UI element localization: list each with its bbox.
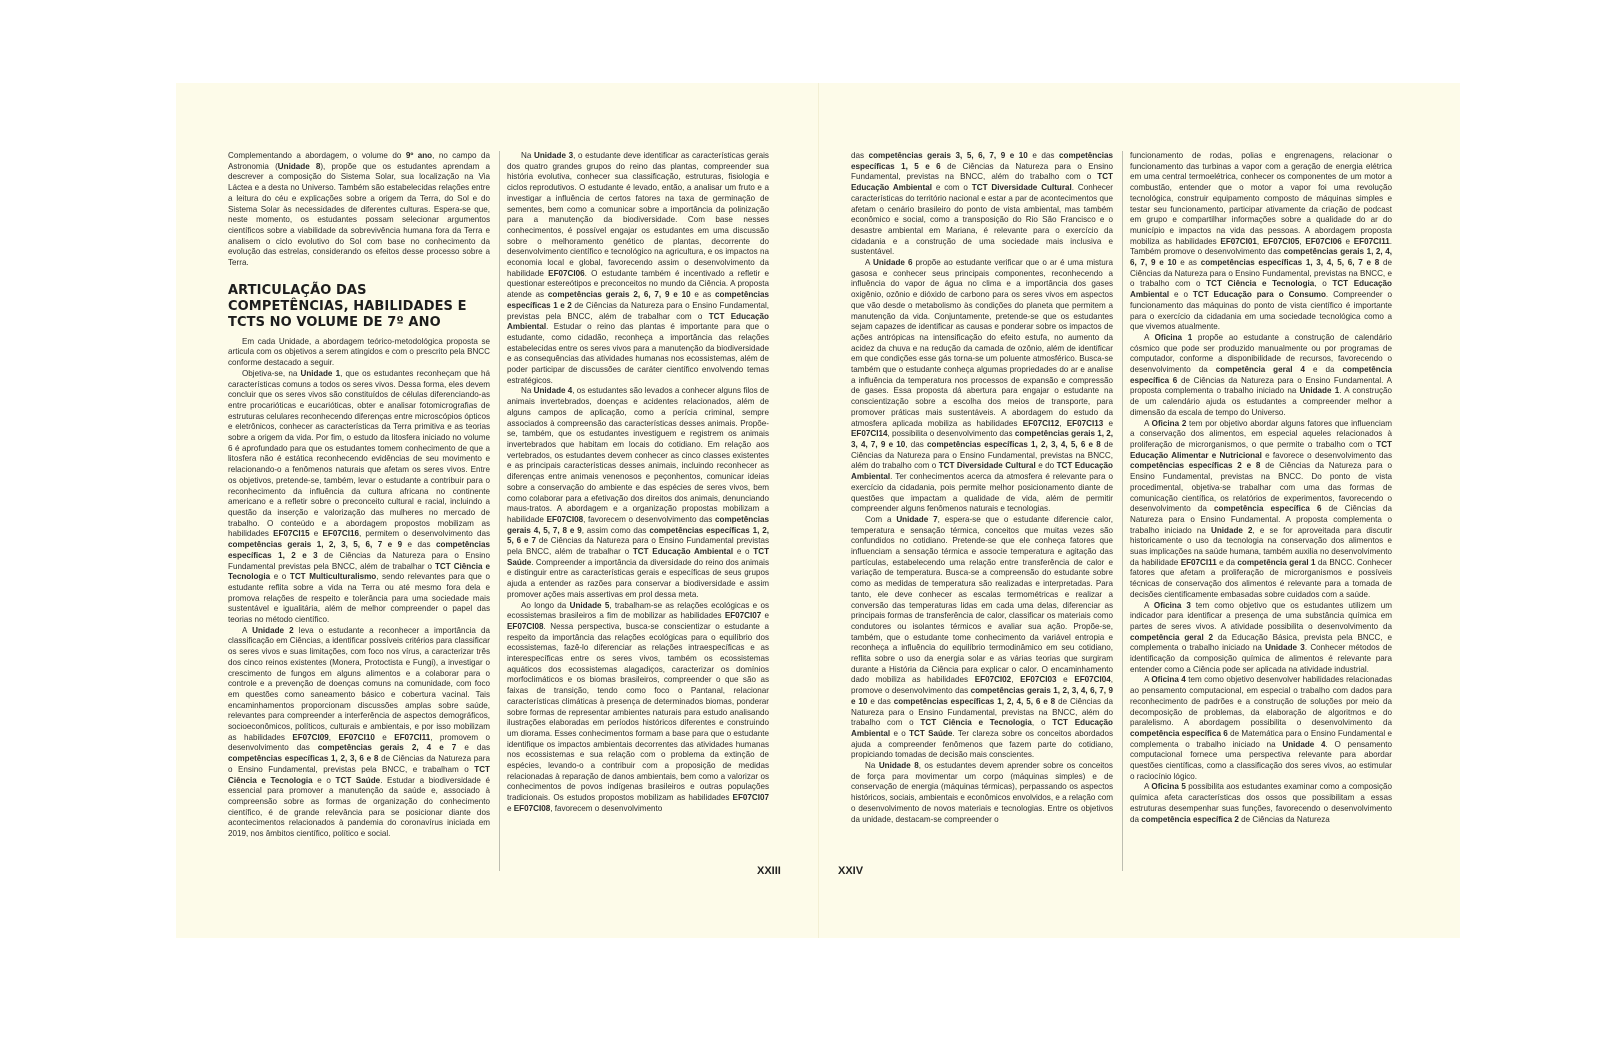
body-paragraph: funcionamento de rodas, polias e engrenagens, relacionar o funcionamento das turbinas a vapor com a geração de energia elétrica em uma central termoelétrica, conhecer os componentes de um motor a combustão, entender que o motor a vapor foi uma revolução tecnológica, construir equipamento composto de máquinas simples e testar seu funcionamento, participar ativamente da criação de podcast em grupo e compartilhar informações sobre a qualidade do ar do município e impactos na vida das pessoas. A abordagem proposta mobiliza as habilidades EF07CI01, EF07CI05, EF07CI06 e EF07CI11. Também promove o desenvolvimento das competências gerais 1, 2, 4, 6, 7, 9 e 10 e as competências específicas 1, 3, 4, 5, 6, 7 e 8 de Ciências da Natureza para o Ensino Fundamental, previstas na BNCC, e o trabalho com o TCT Ciência e Tecnologia, o TCT Educação Ambiental e o TCT Educação para o Consumo. Compreender o funcionamento das máquinas do ponto de vista científico é importante para o exercício da cidadania em uma sociedade tecnológica como a que vivemos atualmente.: [1130, 151, 1392, 332]
bold-term: EF07CI16: [322, 529, 359, 539]
bold-term: competências gerais 2, 6, 7, 9 e 10: [547, 290, 691, 300]
bold-term: TCT Educação Ambiental: [507, 311, 769, 332]
bold-term: TCT Ciência e Tecnologia: [228, 764, 490, 785]
bold-term: EF07CI02: [974, 675, 1012, 685]
text-column-3: [851, 151, 1113, 871]
bold-term: competências específicas 1, 2, 5, 6 e 7: [507, 525, 769, 546]
bold-term: TCT Diversidade Cultural: [938, 461, 1036, 471]
bold-term: Oficina 5: [1151, 782, 1186, 792]
bold-term: EF07CI07: [732, 793, 769, 803]
body-paragraph: A Oficina 5 possibilita aos estudantes examinar como a composição química afeta características dos ossos que possibilitam a essas estruturas desempenhar suas funções, favorecendo o desenvolvimento da competência específica 2 de Ciências da Natureza: [1130, 782, 1392, 824]
bold-term: Unidade 3: [1265, 643, 1305, 653]
bold-term: TCT Ciência e Tecnologia: [1206, 279, 1315, 289]
bold-term: EF07CI06: [548, 268, 585, 278]
bold-term: competências específicas 1, 3, 4, 5, 6, 7 e 8: [1200, 258, 1380, 268]
bold-term: Unidade 8: [878, 761, 919, 771]
bold-term: TCT Saúde: [335, 775, 381, 785]
bold-term: EF07CI08: [546, 514, 584, 524]
bold-term: 9º ano: [405, 151, 433, 160]
body-paragraph: Na Unidade 8, os estudantes devem aprender sobre os conceitos de força para movimentar um corpo (máquinas simples) e de conservação de energia (máquinas térmicas), perpassando os aspectos históricos, sociais, ambientais e econômicos envolvidos, e a relação com o desenvolvimento de novos materiais e tecnologias. Entre os objetivos da unidade, destacam-se compreender o: [851, 761, 1113, 824]
book-spread: [176, 83, 1460, 938]
bold-term: competência geral 4: [1215, 365, 1306, 375]
bold-term: TCT Educação Alimentar e Nutricional: [1130, 439, 1392, 460]
bold-term: EF07CI10: [338, 732, 375, 742]
bold-term: TCT Diversidade Cultural: [971, 183, 1072, 193]
bold-term: competências gerais 3, 5, 6, 7, 9 e 10: [868, 151, 1028, 160]
body-paragraph: Objetiva-se, na Unidade 1, que os estudantes reconheçam que há características comuns a todos os seres vivos. Dessa forma, eles devem concluir que os seres vivos são constituídos de células diferenciando-as entre procarióticas e eucarióticas, obter e analisar fotomicrografias de estruturas celulares reconhecendo diferenças entre microscópios ópticos e eletrônicos, conhecer as características da Terra primitiva e as teorias sobre a origem da vida. Por fim, o estudo da litosfera iniciado no volume 6 é aprofundado para que os estudantes tomem conhecimento de que a litosfera não é estática reconhecendo evidências de seu movimento e relacionando-o a fenômenos naturais que afetam os seres vivos. Entre os objetivos, pretende-se, também, levar o estudante a contribuir para o reconhecimento da influência da cultura africana no continente americano e a refletir sobre o preconceito cultural e racial, incluindo a questão da inserção e valorização das mulheres no mercado de trabalho. O conteúdo e a abordagem propostos mobilizam as habilidades EF07CI15 e EF07CI16, permitem o desenvolvimento das competências gerais 1, 2, 3, 5, 6, 7 e 9 e das competências específicas 1, 2 e 3 de Ciências da Natureza para o Ensino Fundamental previstas pela BNCC, além de trabalhar o TCT Ciência e Tecnologia e o TCT Multiculturalismo, sendo relevantes para que o estudante reflita sobre a vida na Terra ou até mesmo fora dela e promova relações de respeito e tolerância para uma sociedade mais sustentável e igualitária, além de melhor compreender o papel das teorias no método científico.: [228, 368, 490, 625]
column-divider-right: [1122, 151, 1123, 871]
bold-term: competências gerais 4, 5, 7, 8 e 9: [507, 514, 769, 535]
bold-term: Oficina 2: [1151, 418, 1187, 428]
bold-term: TCT Educação Ambiental: [632, 547, 734, 557]
bold-term: EF07CI08: [507, 621, 544, 631]
bold-term: EF07CI13: [1066, 418, 1104, 428]
body-paragraph: A Unidade 2 leva o estudante a reconhecer a importância da classificação em Ciências, a identificar possíveis critérios para classificar os seres vivos e suas limitações, com foco nos vírus, a caracterizar três dos cinco reinos existentes (Monera, Protoctista e Fungi), a investigar o crescimento de fungos em alguns alimentos e a colaborar para o controle e a prevenção de doenças comuns na comunidade, com foco em questões como saneamento básico e cobertura vacinal. Tais encaminhamentos proporcionam discussões amplas sobre saúde, relevantes para compreender a interferência de aspectos demográficos, socioeconômicos, políticos, culturais e ambientais, e por isso mobilizam as habilidades EF07CI09, EF07CI10 e EF07CI11, promovem o desenvolvimento das competências gerais 2, 4 e 7 e das competências específicas 1, 2, 3, 6 e 8 de Ciências da Natureza para o Ensino Fundamental, previstas pela BNCC, e trabalham o TCT Ciência e Tecnologia e o TCT Saúde. Estudar a biodiversidade é essencial para promover a manutenção da saúde e, associado à compreensão sobre as formas de organização do conhecimento científico, é de grande relevância para se posicionar diante dos acontecimentos relacionados à pandemia do coronavírus iniciada em 2019, nos âmbitos científico, político e social.: [228, 625, 490, 839]
intro-paragraph: Complementando a abordagem, o volume do 9º ano, no campo da Astronomia (Unidade 8), propõe que os estudantes aprendam a descrever a composição do Sistema Solar, sua localização na Via Láctea e a desta no Universo. Também são estabelecidas relações entre a leitura do céu e explicações sobre a origem da Terra, do Sol e do Sistema Solar às necessidades de diferentes culturas. Espera-se que, neste momento, os estudantes possam selecionar argumentos científicos sobre a viabilidade da sobrevivência humana fora da Terra e analisem o ciclo evolutivo do Sol com base no conhecimento da evolução das estrelas, considerando os efeitos desse processo sobre a Terra.: [228, 151, 490, 268]
bold-term: competências específicas 1, 5 e 6: [851, 151, 1113, 171]
page-number-left: XXIII: [757, 865, 781, 877]
bold-term: Unidade 1: [300, 368, 341, 378]
bold-term: Unidade 7: [896, 514, 938, 524]
bold-term: TCT Saúde: [507, 547, 769, 567]
bold-term: EF07CI11: [1353, 236, 1390, 246]
body-paragraph: Ao longo da Unidade 5, trabalham-se as relações ecológicas e os ecossistemas brasileiros a fim de mobilizar as habilidades EF07CI07 e EF07CI08. Nessa perspectiva, busca-se conscientizar o estudante a respeito da importância das relações ecológicas para o equilíbrio dos ecossistemas, fazê-lo diferenciar as relações intraespecíficas e as interespecíficas entre os seres vivos, também os ecossistemas aquáticos dos ecossistemas alagadiços, caracterizar os domínios morfoclimáticos e os biomas brasileiros, compreender o que são as faixas de transição, tendo como foco o Pantanal, relacionar características climáticas à presença de determinados biomas, ponderar sobre formas de representar ambientes naturais para estudo analisando ilustrações elaboradas em períodos históricos diferentes e construindo um diorama. Esses conhecimentos formam a base para que o estudante identifique os impactos ambientais decorrentes das atividades humanas nos ecossistemas e sua relação com o problema da extinção de espécies, levando-o a contribuir com a proposição de medidas relacionadas à reparação de danos ambientais, bem como a valorizar os conhecimentos de povos indígenas brasileiros e outras populações tradicionais. Os estudos propostos mobilizam as habilidades EF07CI07 e EF07CI08, favorecem o desenvolvimento: [507, 600, 769, 813]
body-paragraph: Na Unidade 4, os estudantes são levados a conhecer alguns filos de animais invertebrados, doenças e acidentes relacionados, além de alguns campos de aplicação, como a perícia criminal, sempre associados à compreensão das características desses animais. Propõe-se, também, que os estudantes investiguem e registrem os animais invertebrados que habitam em locais do cotidiano. Em relação aos vertebrados, os estudantes devem conhecer as cinco classes existentes e as principais características desses animais, incluindo reconhecer as diferenças entre animais venenosos e peçonhentos, comunicar ideias sobre a conservação do ambiente e das espécies de seres vivos, bem como colaborar para a efetivação dos direitos dos animais, denunciando maus-tratos. A abordagem e a organização propostas mobilizam a habilidade EF07CI08, favorecem o desenvolvimento das competências gerais 4, 5, 7, 8 e 9, assim como das competências específicas 1, 2, 5, 6 e 7 de Ciências da Natureza para o Ensino Fundamental previstas pela BNCC, além de trabalhar o TCT Educação Ambiental e o TCT Saúde. Compreender a importância da diversidade do reino dos animais e distinguir entre as características gerais e específicas de seus grupos ajuda a entender as razões para conservar a biodiversidade e assim promover ações mais assertivas em prol dessa meta.: [507, 386, 769, 599]
bold-term: competências gerais 1, 2, 4, 6, 7, 9 e 10: [1130, 247, 1392, 268]
body-paragraph: Com a Unidade 7, espera-se que o estudante diferencie calor, temperatura e sensação térmica, conceitos que muitas vezes são confundidos no cotidiano. Pretende-se que ele conheça fatores que influenciam a sensação térmica e associe temperatura e agitação das partículas, estabelecendo uma relação entre transferência de calor e variação de temperatura. Busca-se a compreensão do estudante sobre como as medidas de temperatura são realizadas e interpretadas. Para tanto, ele deve conhecer as escalas termométricas e realizar a conversão das temperaturas lidas em cada uma delas, diferenciar as principais formas de transferência de calor, classificar os materiais como condutores ou isolantes térmicos e avaliar sua ação. Propõe-se, também, que o estudante tome conhecimento da variável entropia e reconheça a influência do equilíbrio termodinâmico em seu cotidiano, reflita sobre o uso da energia solar e as várias teorias que surgiram durante a História da Ciência para explicar o calor. O encaminhamento dado mobiliza as habilidades EF07CI02, EF07CI03 e EF07CI04, promove o desenvolvimento das competências gerais 1, 2, 3, 4, 6, 7, 9 e 10 e das competências específicas 1, 2, 4, 5, 6 e 8 de Ciências da Natureza para o Ensino Fundamental, previstas na BNCC, além do trabalho com o TCT Ciência e Tecnologia, o TCT Educação Ambiental e o TCT Saúde. Ter clareza sobre os conceitos abordados ajuda a compreender fenômenos que fazem parte do cotidiano, propiciando tomadas de decisão mais conscientes.: [851, 514, 1113, 760]
bold-term: competências gerais 1, 2, 3, 4, 7, 9 e 10: [851, 429, 1113, 449]
body-paragraph: A Oficina 1 propõe ao estudante a construção de calendário cósmico que pode ser produzido manualmente ou por programas de computador, conforme a disponibilidade de recursos, favorecendo o desenvolvimento da competência geral 4 e da competência específica 6 de Ciências da Natureza para o Ensino Fundamental. A proposta complementa o trabalho iniciado na Unidade 1. A construção de um calendário ajuda os estudantes a compreender melhor a dimensão da escala de tempo do Universo.: [1130, 332, 1392, 417]
bold-term: competência específica 6: [1130, 365, 1392, 385]
bold-term: EF07CI04: [1074, 675, 1111, 685]
column-divider-left: [499, 151, 500, 871]
bold-term: TCT Saúde: [909, 728, 953, 738]
bold-term: competências específicas 1, 2, 3, 6 e 8: [228, 754, 379, 764]
body-paragraph: A Oficina 2 tem por objetivo abordar alguns fatores que influenciam a conservação dos alimentos, em especial aqueles relacionados à proliferação de microrganismos, o que permite o trabalho com o TCT Educação Alimentar e Nutricional e favorece o desenvolvimento das competências específicas 2 e 8 de Ciências da Natureza para o Ensino Fundamental, previstas na BNCC. Do ponto de vista procedimental, objetiva-se trabalhar com uma das formas de comunicação científica, os relatórios de experimentos, favorecendo o desenvolvimento da competência específica 6 de Ciências da Natureza para o Ensino Fundamental. A proposta complementa o trabalho iniciado na Unidade 2, e se for aproveitada para discutir historicamente o uso da tecnologia na conservação dos alimentos e suas implicações na saúde humana, também auxilia no desenvolvimento da habilidade EF07CI11 e da competência geral 1 da BNCC. Conhecer fatores que afetam a proliferação de microrganismos e possíveis técnicas de conservação dos alimentos é relevante para a tomada de decisões cientificamente embasadas sobre cuidados com a saúde.: [1130, 418, 1392, 599]
bold-term: EF07CI05: [1262, 236, 1300, 246]
bold-term: EF07CI09: [292, 732, 329, 742]
bold-term: TCT Educação Ambiental: [851, 461, 1113, 482]
bold-term: TCT Educação para o Consumo: [1192, 290, 1326, 300]
bold-term: competência específica 6: [1214, 504, 1322, 514]
bold-term: competências específicas 1, 2, 3, 4, 5, 6 e 8: [927, 439, 1101, 449]
bold-term: EF07CI15: [273, 529, 310, 539]
section-heading: ARTICULAÇÃO DAS COMPETÊNCIAS, HABILIDADES E TCTS NO VOLUME DE 7º ANO: [228, 282, 467, 330]
bold-term: competência geral 1: [1237, 557, 1316, 567]
bold-term: TCT Educação Ambiental: [851, 172, 1113, 193]
bold-term: EF07CI03: [1020, 675, 1057, 685]
page-number-right: XXIV: [838, 865, 864, 877]
bold-term: competências gerais 1, 2, 3, 5, 6, 7 e 9: [228, 540, 403, 550]
bold-term: EF07CI08: [513, 803, 551, 813]
bold-term: Unidade 2: [252, 625, 294, 635]
bold-term: competências específicas 1 e 2: [507, 290, 769, 310]
bold-term: Oficina 1: [1154, 332, 1193, 342]
bold-term: TCT Ciência e Tecnologia: [228, 561, 490, 582]
bold-term: Unidade 5: [569, 600, 610, 610]
page-gutter: [818, 83, 819, 938]
bold-term: EF07CI07: [724, 611, 762, 621]
bold-term: Unidade 8: [277, 161, 321, 171]
bold-term: EF07CI11: [1180, 557, 1217, 567]
body-paragraph: Na Unidade 3, o estudante deve identificar as características gerais dos quatro grandes grupos do reino das plantas, compreender sua história evolutiva, conhecer sua classificação, estruturas, fisiologia e ciclos reprodutivos. O estudante é levado, então, a analisar um fruto e a investigar a influência de certos fatores na taxa de germinação de sementes, bem como a comunicar sobre a importância da polinização para a manutenção da biodiversidade. Com base nesses conhecimentos, é possível engajar os estudantes em uma discussão sobre o melhoramento genético de plantas, decorrente do desenvolvimento científico e tecnológico na agricultura, e os impactos na economia local e global, favorecendo assim o desenvolvimento da habilidade EF07CI06. O estudante também é incentivado a refletir e questionar estereótipos e preconceitos no mundo da Ciência. A proposta atende as competências gerais 2, 6, 7, 9 e 10 e as competências específicas 1 e 2 de Ciências da Natureza para o Ensino Fundamental, previstas pela BNCC, além de trabalhar com o TCT Educação Ambiental. Estudar o reino das plantas é importante para que o estudante, como cidadão, reconheça a importância das relações estabelecidas entre os seres vivos para a manutenção da biodiversidade e as consequências das atividades humanas nos ecossistemas, além de poder participar de discussões de caráter científico envolvendo temas estratégicos.: [507, 151, 769, 385]
body-paragraph: A Oficina 3 tem como objetivo que os estudantes utilizem um indicador para identificar a presença de uma substância química em partes de seres vivos. A atividade possibilita o desenvolvimento da competência geral 2 da Educação Básica, prevista pela BNCC, e complementa o trabalho iniciado na Unidade 3. Conhecer métodos de identificação da composição química de alimentos é relevante para entender como a Ciência pode ser aplicada na atividade industrial.: [1130, 600, 1392, 674]
bold-term: Unidade 4: [1282, 739, 1326, 749]
bold-term: competência específica 2: [1141, 814, 1239, 824]
bold-term: competências gerais 2, 4 e 7: [317, 743, 457, 753]
bold-term: EF07CI12: [1022, 418, 1060, 428]
bold-term: Oficina 3: [1153, 600, 1191, 610]
bold-term: Unidade 3: [534, 151, 574, 160]
body-paragraph: das competências gerais 3, 5, 6, 7, 9 e 10 e das competências específicas 1, 5 e 6 de Ciências da Natureza para o Ensino Fundamental, previstas na BNCC, além do trabalho com o TCT Educação Ambiental e com o TCT Diversidade Cultural. Conhecer características do território nacional e estar a par de acontecimentos que afetam o cenário brasileiro do ponto de vista ambiental, mas também econômico e social, como a transposição do Rio São Francisco e o desastre ambiental em Mariana, é relevante para o exercício da cidadania e a construção de uma sociedade mais inclusiva e sustentável.: [851, 151, 1113, 257]
body-paragraph: A Oficina 4 tem como objetivo desenvolver habilidades relacionadas ao pensamento computacional, em especial o trabalho com dados para reconhecimento de padrões e a construção de soluções por meio da decomposição de problemas, da elaboração de algoritmos e do paralelismo. A abordagem possibilita o desenvolvimento da competência específica 6 de Matemática para o Ensino Fundamental e complementa o trabalho iniciado na Unidade 4. O pensamento computacional fornece uma perspectiva relevante para abordar questões científicas, como a classificação dos seres vivos, ao estimular o raciocínio lógico.: [1130, 675, 1392, 781]
bold-term: competências específicas 1, 2 e 3: [228, 540, 490, 560]
bold-term: TCT Multiculturalismo: [289, 572, 377, 582]
bold-term: Unidade 2: [1211, 525, 1253, 535]
bold-term: TCT Ciência e Tecnologia: [920, 718, 1032, 728]
bold-term: Unidade 4: [533, 386, 573, 396]
bold-term: competência específica 6: [1130, 728, 1228, 738]
text-column-4: [1130, 151, 1392, 871]
bold-term: Unidade 1: [1299, 386, 1340, 396]
bold-term: TCT Educação Ambiental: [851, 718, 1113, 738]
bold-term: EF07CI14: [851, 429, 888, 439]
bold-term: competências específicas 2 e 8: [1130, 461, 1261, 471]
bold-term: competência geral 2: [1130, 632, 1214, 642]
text-column-2: [507, 151, 769, 871]
bold-term: competências específicas 1, 2, 4, 5, 6 e 8: [893, 696, 1056, 706]
bold-term: EF07CI06: [1305, 236, 1342, 246]
body-paragraph: Em cada Unidade, a abordagem teórico-metodológica proposta se articula com os objetivos a serem atingidos e com o prescrito pela BNCC conforme destacado a seguir.: [228, 336, 490, 368]
bold-term: TCT Educação Ambiental: [1130, 279, 1392, 300]
bold-term: Unidade 6: [873, 258, 913, 268]
body-paragraph: A Unidade 6 propõe ao estudante verificar que o ar é uma mistura gasosa e conhecer seus principais componentes, reconhecendo a influência do vapor de água no clima e a importância dos gases oxigênio, ozônio e dióxido de carbono para os seres vivos em aspectos que vão desde o metabolismo às condições do planeta que permitem a manutenção da vida. Conjuntamente, pretende-se que os estudantes sejam capazes de identificar as causas e ponderar sobre os impactos de ações antrópicas na intensificação do efeito estufa, no aumento da acidez da chuva e na redução da camada de ozônio, além de identificar em que condições esse gás torna-se um poluente atmosférico. Busca-se também que o estudante conheça algumas propriedades do ar e analise a influência da temperatura nos processos de expansão e compressão de gases. Essa proposta dá abertura para engajar o estudante na conscientização sobre a escolha dos meios de transporte, para promover práticas mais sustentáveis. A abordagem do estudo da atmosfera aplicada mobiliza as habilidades EF07CI12, EF07CI13 e EF07CI14, possibilita o desenvolvimento das competências gerais 1, 2, 3, 4, 7, 9 e 10, das competências específicas 1, 2, 3, 4, 5, 6 e 8 de Ciências da Natureza para o Ensino Fundamental, previstas na BNCC, além do trabalho com o TCT Diversidade Cultural e do TCT Educação Ambiental. Ter conhecimentos acerca da atmosfera é relevante para o exercício da cidadania, pois permite melhor posicionamento diante de questões que impactam a qualidade de vida, além de permitir compreender alguns fenômenos naturais e tecnologias.: [851, 258, 1113, 514]
bold-term: Oficina 4: [1151, 675, 1186, 685]
bold-term: EF07CI01: [1220, 236, 1257, 246]
bold-term: EF07CI11: [394, 732, 431, 742]
text-column-1: [228, 151, 490, 871]
bold-term: competências gerais 1, 2, 3, 4, 6, 7, 9 e 10: [851, 686, 1113, 706]
